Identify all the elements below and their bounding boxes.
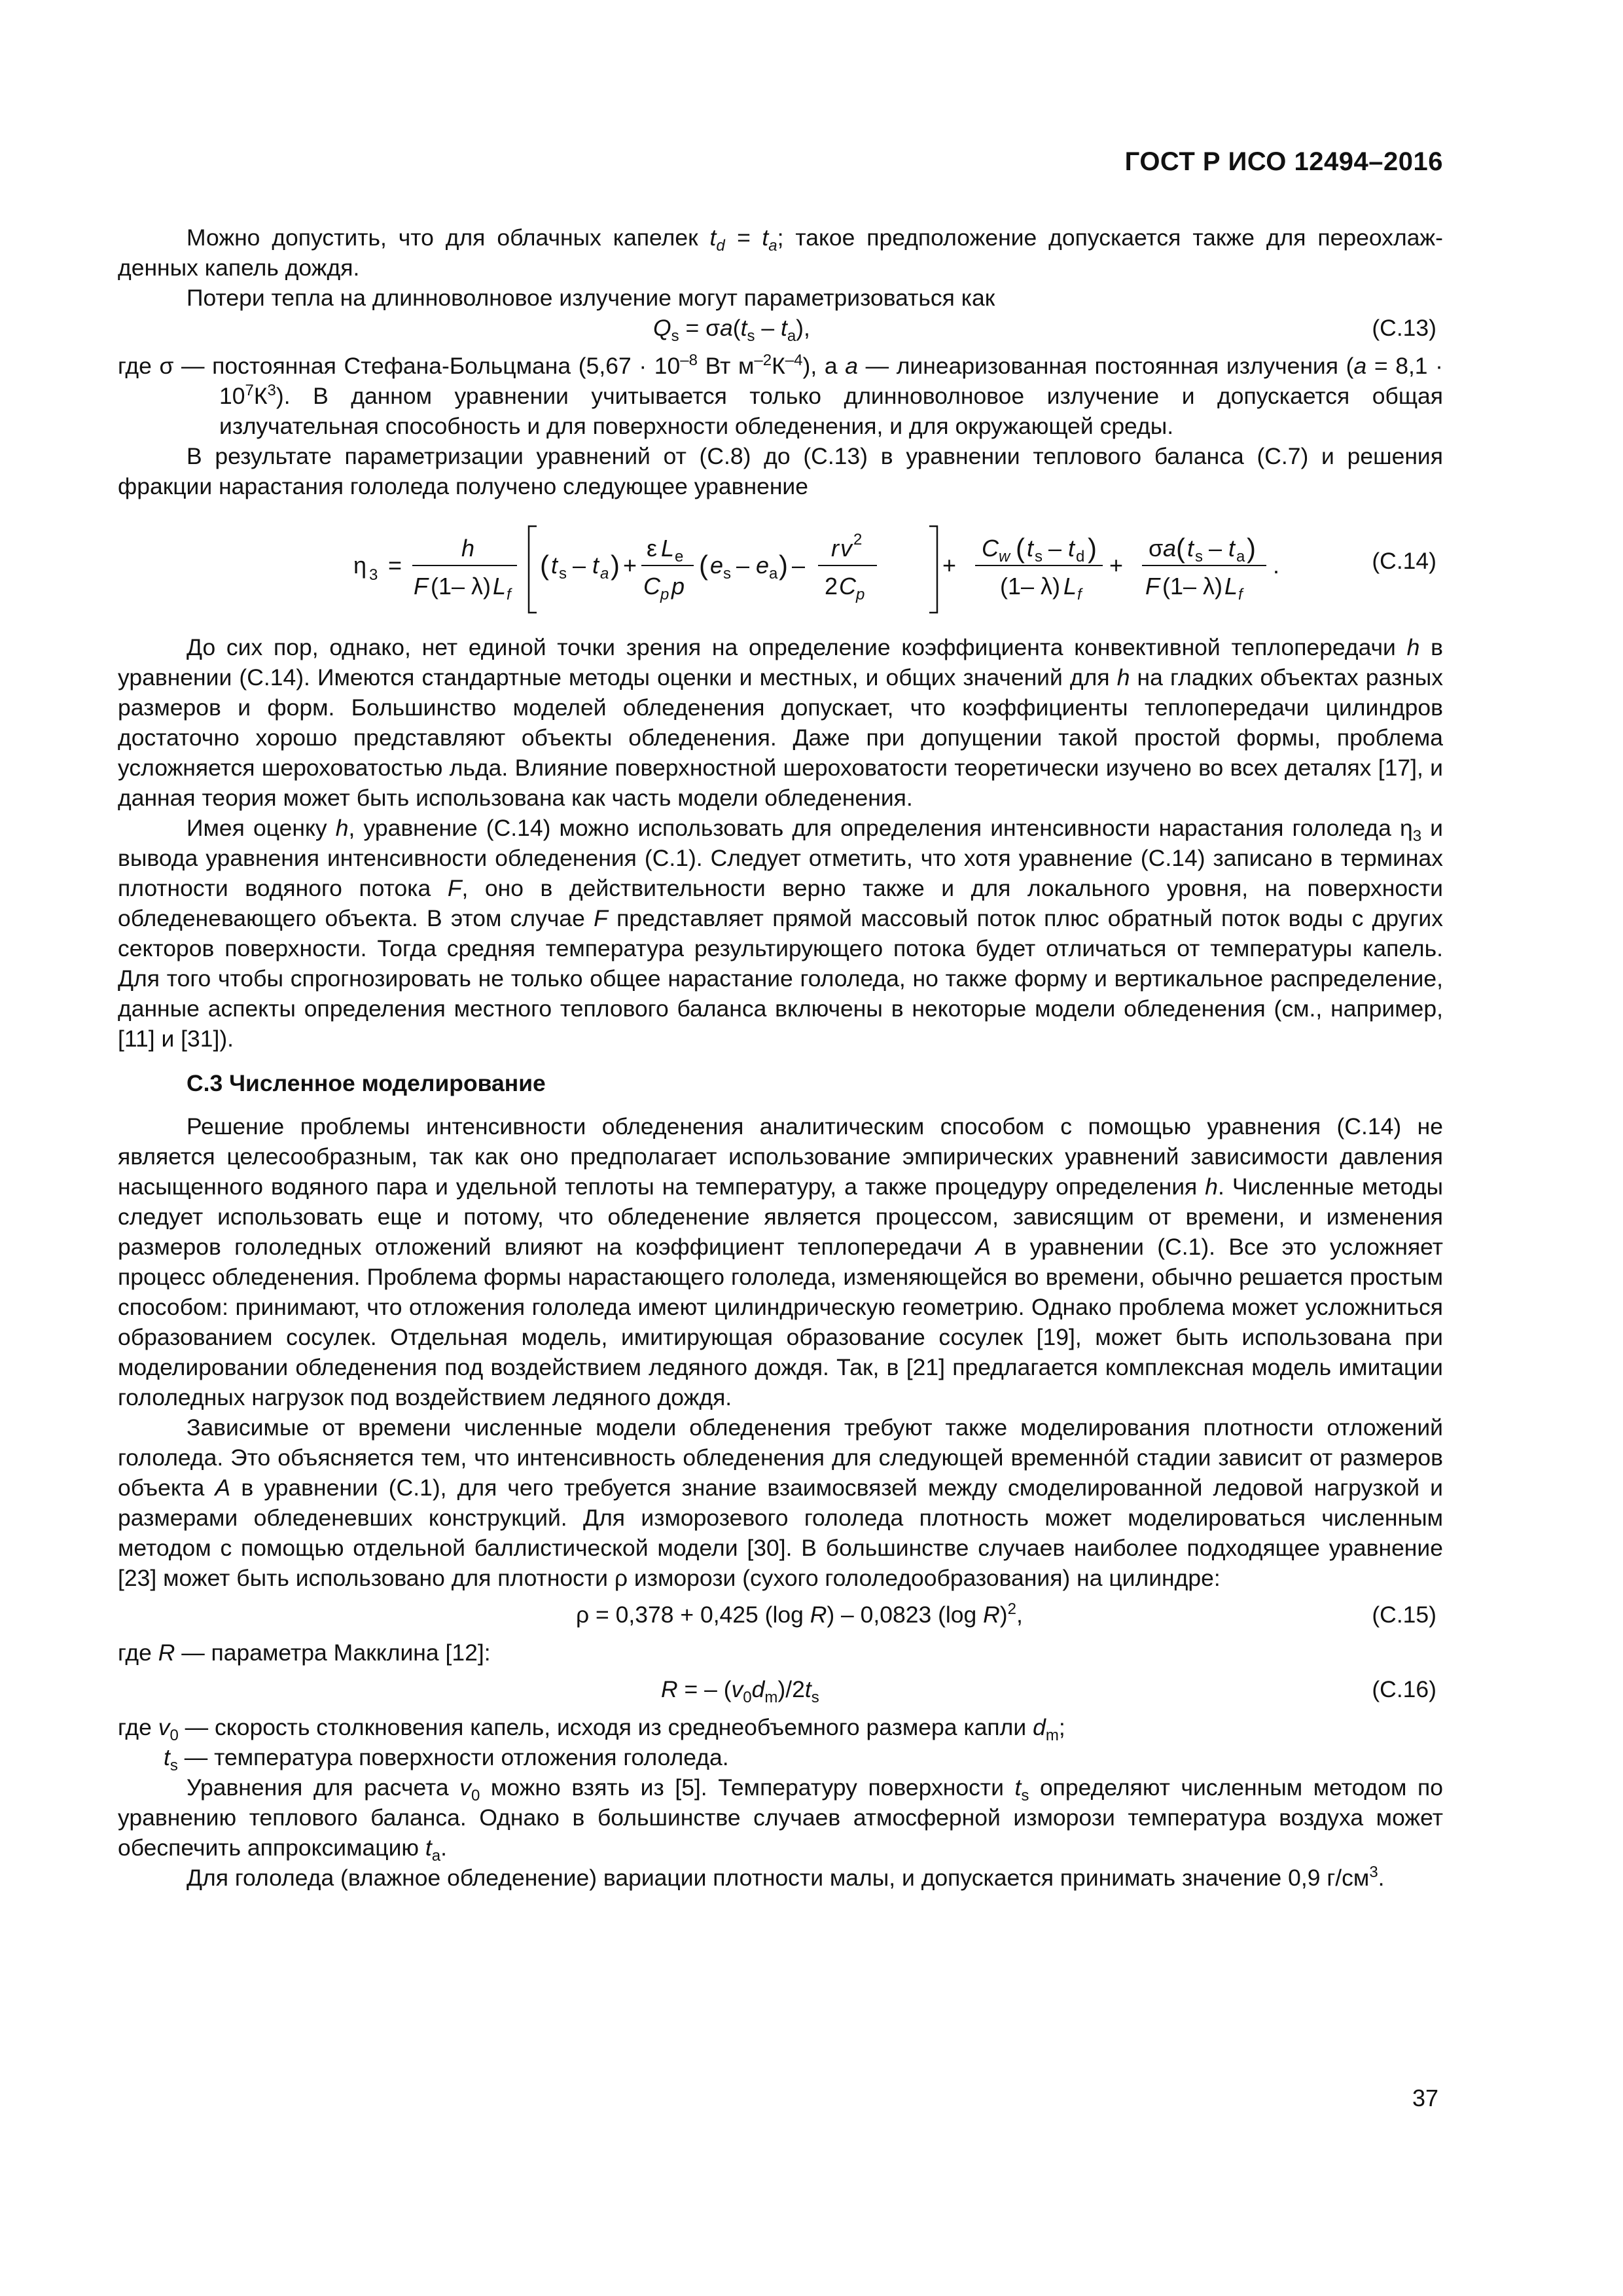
text-run: ), а [802,353,846,379]
paren: ( [699,550,708,581]
eq-ea-sub: a [769,565,778,583]
eq-text: ), [796,315,810,341]
equation-c14 [118,501,1443,632]
eq-Cp-sub: p [856,586,865,603]
eq-F: F [1145,573,1160,600]
eq-L: L [1063,573,1077,600]
equation-c13-expression [653,313,810,346]
paren: ) [1247,533,1256,564]
eq-text: , [1016,1602,1023,1628]
eq-two: 2 [825,573,838,600]
eq-minus: – [573,552,586,579]
superscript: 3 [267,382,276,400]
text-run: , оно в действительности верно также и для локального уровня, на поверхности обледеневающего объекта. В этом случае [118,875,1443,931]
eq-Cp-sub: p [660,586,669,603]
subscript: a [431,1847,441,1865]
equation-c14-number: (C.14) [1372,548,1436,574]
superscript: –2 [754,351,772,370]
eq-ts: t [1187,535,1194,562]
eq-ta: t [1228,535,1236,562]
equation-c15-expression [576,1600,1023,1630]
equation-c15 [118,1600,1443,1638]
text-run: — температура поверхности отложения гололеда. [177,1744,729,1770]
eq-symbol: R [983,1602,1000,1628]
superscript: 3 [1369,1863,1378,1882]
eq-eta: η [353,552,367,579]
eq-symbol: t [804,1676,812,1702]
eq-eps: ε [647,535,658,562]
page-number: 37 [1412,2085,1438,2111]
formula-td-eq-ta: $t_d = t_a$ [709,224,777,255]
symbol-A: A [975,1234,991,1260]
text-run: определяют численным методом по уравнению теплового баланса. Однако в большинстве случаев атмосферной изморози температура воздуха может обеспечить аппроксимацию [118,1774,1443,1861]
eq-Cw-sub: w [999,548,1010,565]
paragraph-heat-loss: Потери тепла на длинноволновое излучение могут параметризоваться как [187,285,995,311]
paragraph-parametrization: В результате параметризации уравнений от (С.8) до (С.13) в уравнении теплового баланса (С.7) и решения фракции нарастания гололеда получено следующее уравнение [118,443,1443,499]
paren: ( [1176,533,1185,564]
text-run: ). В данном уравнении учитывается только длинноволновое излучение и допускается общая излучательная способность и для поверхности обледенения, и для окружающей среды. [219,383,1443,439]
eq-text: ( [732,315,741,341]
text-run: и вывода уравнения интенсивности обледенения (С.1). Следует отметить, что хотя уравнение (С.14) записано в терминах плотности водяного потока [118,815,1443,901]
paragraph-convective-heat [118,632,1443,813]
eq-symbol: a [720,315,733,341]
document-body [118,223,1443,1893]
text-run: где [118,1640,158,1666]
definition-v0 [118,1712,1443,1745]
text-run: в уравнении (С.1), для чего требуется знание взаимосвязей между смоделированной ледовой нагрузкой и размерами обледеневших конструкций. Для изморозевого гололеда плотность может моделироваться численным методом с помощью отдельной баллистической модели [30]. В большинстве случаев наиболее подходящее уравнение [23] может быть использовано для плотности ρ изморози (сухого гололедообразования) на цилиндре: [118,1475,1443,1591]
equation-c14-graphic [118,501,1443,632]
eq-plus: + [942,552,957,579]
eq-lambda: (1– λ) [431,573,491,600]
superscript: –4 [785,351,803,370]
subscript: 0 [471,1787,480,1805]
eq-v-sup: 2 [853,531,863,548]
subscript: 0 [169,1727,179,1745]
eq-subscript: m [764,1689,778,1707]
text-run: . [1378,1865,1385,1891]
equation-c13-number: (C.13) [1372,315,1436,341]
text-run: в уравнении (С.1). Все это усложняет процесс обледенения. Проблема формы нарастающего гололеда, изменяющейся во времени, обычно решается простым способом: принимают, что отложения гололеда имеют цилиндрическую геометрию. Однако проблема может усложниться образованием сосулек. Отдельная модель, имитирующая образование сосулек [19], может быть использована при моделировании обледенения под воздействием ледяного дождя. Так, в [21] предлагается комплексная модель имитации гололедных нагрузок под воздействием ледяного дождя. [118,1234,1443,1410]
text-run: К [253,383,268,409]
eq-es: e [710,552,724,579]
text-run: К [772,353,785,379]
eq-Cw: C [982,535,999,562]
eq-sigma: σ [1149,535,1164,562]
text-run: где [118,1714,158,1740]
eq-text: ) – 0,0823 (log [827,1602,984,1628]
equation-c15-number: (C.15) [1372,1602,1436,1628]
eq-ta-sub: a [600,565,609,583]
eq-text: ρ = 0,378 + 0,425 (log [576,1602,810,1628]
subscript: 3 [1412,827,1422,846]
eq-minus: – [1048,535,1062,562]
eq-symbol: R [661,1676,678,1702]
symbol-h: h [335,815,349,841]
eq-ts-sub: s [559,565,567,583]
eq-eta-sub: 3 [369,566,378,584]
section-heading: С.3 Численное моделирование [187,1070,546,1096]
eq-symbol: t [740,315,747,341]
paragraph-cloud-droplets [118,223,1443,283]
symbol-a: a [845,353,858,379]
eq-L-sub: f [507,586,511,603]
eq-minus: – [792,552,806,579]
symbol-eta: η [1399,815,1413,841]
definition-ts [118,1742,1443,1775]
equation-c16-number: (C.16) [1372,1676,1436,1702]
text-run: . Численные методы следует использовать еще и потому, что обледенение является процессом, зависящим от времени, и изменения размеров гололедных отложений влияют на коэффициент теплопередачи [118,1174,1443,1260]
symbol-F: F [447,875,462,901]
eq-subscript: s [671,327,679,346]
text-run: ; такое предположение допускается также для переохлаж-денных капель дождя. [118,224,1444,281]
eq-text: ) [999,1602,1008,1628]
paragraph-v0-calculation [118,1772,1443,1863]
subscript: m [1045,1727,1059,1745]
symbol-h: h [1406,634,1420,660]
eq-Cp: C [839,573,856,600]
symbol-d: d [1033,1714,1046,1740]
paren: ) [611,550,620,581]
eq-F: F [414,573,428,600]
symbol-A: A [215,1475,231,1501]
eq-plus: + [623,552,637,579]
bracket-right [929,526,937,613]
text-run: До сих пор, однако, нет единой точки зрения на определение коэффициента конвективной теплопередачи [187,634,1407,660]
eq-symbol: d [751,1676,765,1702]
eq-L-sub: f [1238,586,1243,603]
eq-v: v [840,535,852,562]
eq-Cp: C [643,573,660,600]
symbol-F: F [594,905,608,931]
subscript: s [169,1757,178,1775]
paragraph-glaze-density [118,1863,1443,1893]
paragraph-density-models [118,1412,1443,1593]
eq-symbol: Q [653,315,671,341]
eq-h: h [461,535,475,562]
paren: ( [540,550,549,581]
eq-ta-sub: a [1236,548,1245,565]
text-run: Зависимые от времени численные модели обледенения требуют также моделирования плотности отложений гололеда. Это объясняется тем, что интенсивность обледенения для следующей временно́й стадии зависит от размеров объекта [118,1414,1443,1501]
text-run: — скорость столкновения капель, исходя из среднеобъемного размера капли [178,1714,1033,1740]
eq-subscript: 0 [743,1689,752,1707]
text-run: = 8,1 · 10 [219,353,1444,409]
eq-dot: . [1273,552,1280,579]
eq-lambda: (1– λ) [1162,573,1223,600]
definition-sigma [118,351,1443,441]
eq-symbol: v [731,1676,743,1702]
equation-c16-expression [661,1674,819,1707]
equation-c16 [118,1674,1443,1712]
paren: ( [1016,533,1025,564]
bracket-left [529,526,537,613]
text-run: — линеаризованная постоянная излучения ( [857,353,1354,379]
symbol-a: a [1353,353,1367,379]
eq-ts: t [1027,535,1034,562]
text-run: в уравнении (С.14). Имеются стандартные методы оценки и местных, и общих значений для [118,634,1443,691]
text-run: на гладких объектах разных размеров и форм. Большинство моделей обледенения допускает, что коэффициенты теплопередачи цилиндров достаточно хорошо представляют объекты обледенения. Даже при допущении такой простой формы, проблема усложняется шероховатостью льда. Влияние поверхностной шероховатости теоретически изучено во всех деталях [17], и данная теория может быть использована как часть модели обледенения. [118,664,1443,811]
eq-minus: – [736,552,750,579]
text-run: Можно допустить, что для облачных капелек [187,224,710,251]
subscript: s [1021,1787,1029,1805]
eq-p: p [671,573,685,600]
symbol-h: h [1116,664,1130,691]
eq-a: a [1163,535,1177,562]
text-run: можно взять из [5]. Температуру поверхности [480,1774,1015,1801]
text-run: . [440,1835,447,1861]
text-run: Вт м [697,353,755,379]
eq-equals: = [388,552,402,579]
document-header: ГОСТ Р ИСО 12494–2016 [1124,147,1443,176]
text-run: Уравнения для расчета [187,1774,460,1801]
eq-superscript: 2 [1007,1600,1016,1619]
text-run: , уравнение (С.14) можно использовать для определения интенсивности нарастания гололеда [348,815,1400,841]
eq-L: L [1224,573,1238,600]
eq-es-sub: s [723,565,731,583]
eq-ta: t [592,552,599,579]
eq-r: r [831,535,839,562]
eq-symbol: t [780,315,787,341]
eq-text: – [755,315,781,341]
eq-td: t [1068,535,1075,562]
paragraph-numerical-solution [118,1111,1443,1412]
text-run: Решение проблемы интенсивности обледенения аналитическим способом с помощью уравнения (С.14) не является целесообразным, так как оно предполагает использование эмпирических уравнений зависимости давления насыщенного водяного пара и удельной теплоты на температуру, а также процедуру определения [118,1113,1443,1200]
eq-L: L [493,573,507,600]
eq-lambda: (1– λ) [1000,573,1061,600]
paragraph-estimate-h [118,813,1443,1054]
eq-symbol: R [810,1602,827,1628]
eq-Le: L [661,535,675,562]
text-run: Имея оценку [187,815,336,841]
symbol-t: t [164,1744,170,1770]
eq-text: = σ [679,315,720,341]
eq-text: = – ( [677,1676,732,1702]
superscript: –8 [680,351,698,370]
eq-L-sub: f [1077,586,1082,603]
eq-ts-sub: s [1035,548,1043,565]
superscript: 7 [245,382,254,400]
eq-ea: e [756,552,770,579]
eq-plus: + [1109,552,1124,579]
equation-c13 [118,313,1443,351]
text-run: где σ — постоянная Стефана-Больцмана (5,67 · 10 [118,353,681,379]
paren: ) [779,550,788,581]
definition-R [118,1638,1443,1668]
eq-subscript: a [787,327,796,346]
symbol-t: t [425,1835,432,1861]
symbol-h: h [1205,1174,1218,1200]
text-run: ; [1058,1714,1065,1740]
symbol-R: R [158,1640,175,1666]
text-run: Для гололеда (влажное обледенение) вариации плотности малы, и допускается принимать значение 0,9 г/см [187,1865,1370,1891]
eq-td-sub: d [1076,548,1085,565]
symbol-t: t [1014,1774,1022,1801]
eq-minus: – [1209,535,1222,562]
eq-ts-sub: s [1195,548,1203,565]
text-run: — параметра Макклина [12]: [175,1640,491,1666]
eq-subscript: s [811,1689,819,1707]
eq-Le-sub: e [675,548,684,565]
text-run: представляет прямой массовый поток плюс обратный поток воды с других секторов поверхности. Тогда средняя температура результирующего потока будет отличаться от температуры капель. Для того чтобы спрогнозировать не только общее нарастание гололеда, но также форму и вертикальное распределение, данные аспекты определения местного теплового баланса включены в некоторые модели обледенения (см., например, [11] и [31]). [118,905,1443,1052]
eq-subscript: s [747,327,755,346]
eq-ts: t [551,552,558,579]
paren: ) [1088,533,1097,564]
symbol-v: v [459,1774,471,1801]
eq-text: )/2 [777,1676,805,1702]
symbol-v: v [158,1714,170,1740]
